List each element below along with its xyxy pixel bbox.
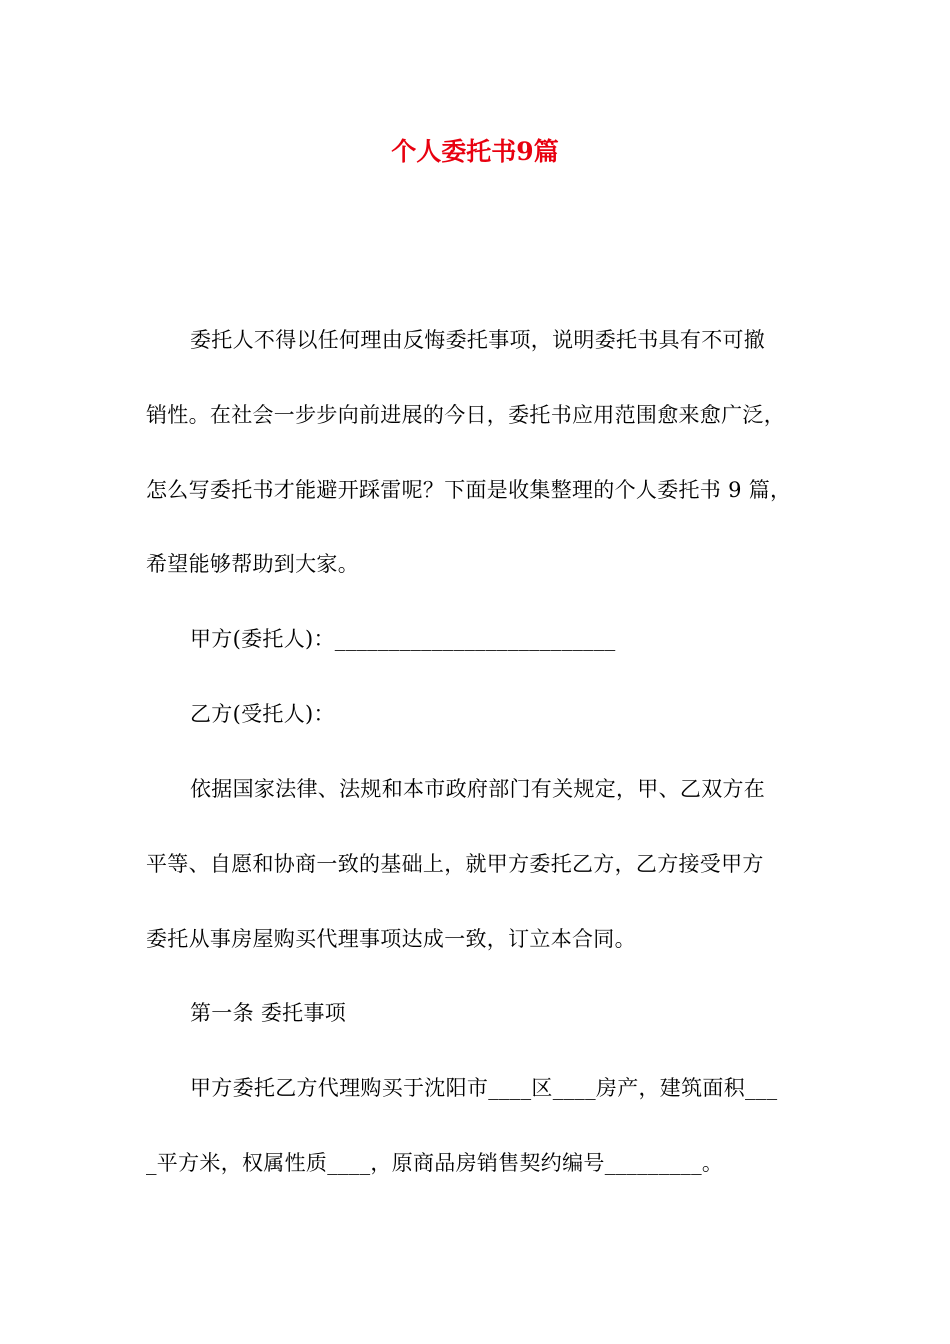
party-a-line: 甲方(委托人)：__________________________: [190, 627, 616, 651]
paragraph-intro-line-4: 希望能够帮助到大家。: [146, 552, 359, 576]
paragraph-basis-line-1: 依据国家法律、法规和本市政府部门有关规定，甲、乙双方在: [190, 777, 766, 801]
document-title: 个人委托书9篇: [391, 137, 559, 166]
paragraph-article-one-line-1: 甲方委托乙方代理购买于沈阳市____区____房产，建筑面积___: [190, 1076, 778, 1100]
article-one-heading: 第一条 委托事项: [190, 1001, 347, 1025]
party-b-line: 乙方(受托人)：: [190, 702, 335, 726]
paragraph-intro-line-3: 怎么写委托书才能避开踩雷呢？下面是收集整理的个人委托书 9 篇，: [146, 478, 792, 502]
paragraph-intro-line-1: 委托人不得以任何理由反悔委托事项，说明委托书具有不可撤: [190, 328, 766, 352]
paragraph-basis-line-2: 平等、自愿和协商一致的基础上，就甲方委托乙方，乙方接受甲方: [146, 852, 764, 876]
paragraph-article-one-line-2: _平方米，权属性质____，原商品房销售契约编号_________。: [146, 1151, 724, 1175]
paragraph-intro-line-2: 销性。在社会一步步向前进展的今日，委托书应用范围愈来愈广泛，: [146, 403, 785, 427]
paragraph-basis-line-3: 委托从事房屋购买代理事项达成一致，订立本合同。: [146, 927, 636, 951]
